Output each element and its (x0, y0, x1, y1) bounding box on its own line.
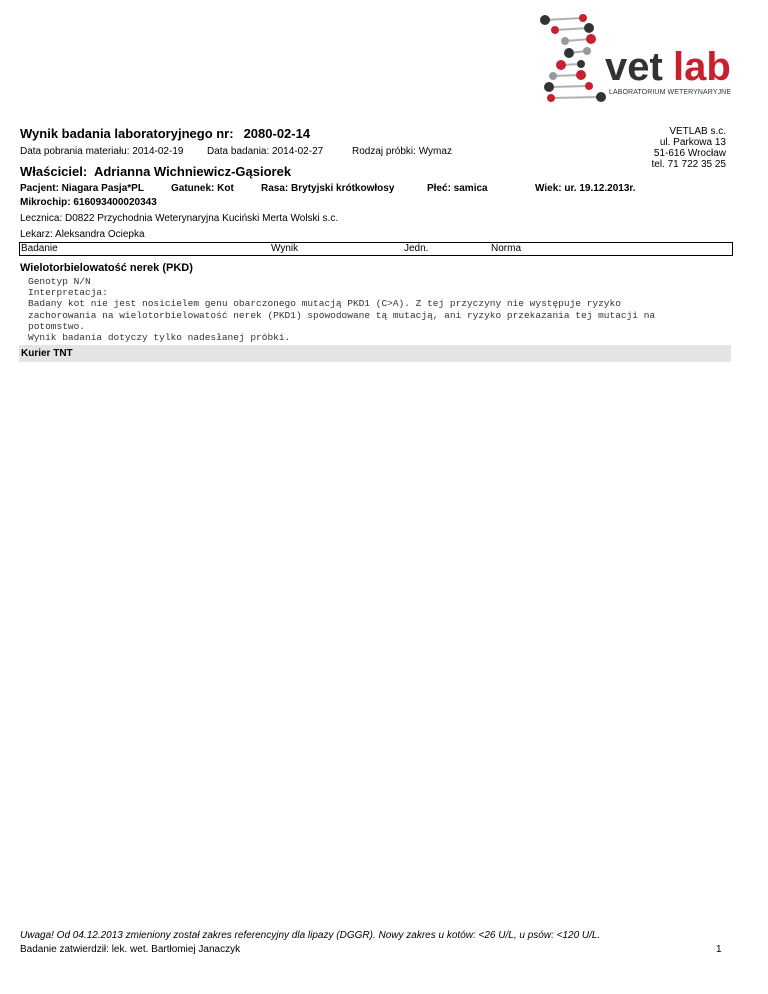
courier-bar (19, 345, 731, 362)
sample-type: Rodzaj próbki: Wymaz (352, 146, 452, 157)
dna-helix-logo-icon (525, 8, 750, 118)
lab-street: ul. Parkowa 13 (659, 137, 726, 148)
vetlab-logo (525, 8, 750, 118)
clinic: Lecznica: D0822 Przychodnia Weterynaryjna Kuciński Merta Wolski s.c. (20, 213, 339, 224)
page-number: 1 (716, 944, 722, 955)
footer-notice: Uwaga! Od 04.12.2013 zmieniony został zakres referencyjny dla lipazy (DGGR). Nowy zakres u kotów: <26 U/L, u psów: <120 U/L. (20, 930, 601, 941)
test-result-text: Genotyp N/N Interpretacja: Badany kot nie jest nosicielem genu obarczonego mutacją PKD1 (C>A). Z tej przyczyny nie występuje ryzyko zachorowania na wielotorbielowatość nerek (PKD1) spowodowane tą mutacją, ani ryzyko przekazania tej mutacji na potomstwo. Wynik badania dotyczy tylko nadesłanej próbki. (28, 276, 656, 344)
results-table-header (19, 242, 733, 256)
col-norm-header: Norma (491, 243, 522, 254)
patient-species: Gatunek: Kot (171, 183, 234, 194)
report-number: 2080-02-14 (243, 126, 311, 141)
lab-city: 51-616 Wrocław (653, 148, 726, 159)
report-title (20, 126, 310, 141)
logo-brand-lab: lab (673, 45, 731, 89)
col-test-header: Badanie (21, 243, 58, 254)
owner-label: Właściciel: (20, 164, 88, 179)
test-date: Data badania: 2014-02-27 (207, 146, 324, 157)
col-result-header: Wynik (271, 243, 299, 254)
report-title-label: Wynik badania laboratoryjnego nr: (20, 126, 234, 141)
lab-name: VETLAB s.c. (669, 126, 726, 137)
doctor: Lekarz: Aleksandra Ociepka (20, 229, 145, 240)
patient-sex: Płeć: samica (427, 183, 488, 194)
lab-phone: tel. 71 722 35 25 (651, 159, 726, 170)
test-name: Wielotorbielowatość nerek (PKD) (20, 262, 193, 274)
logo-tagline: LABORATORIUM WETERYNARYJNE (609, 89, 731, 96)
owner (20, 164, 291, 179)
logo-brand-vet: vet (605, 45, 663, 89)
col-unit-header: Jedn. (404, 243, 429, 254)
approved-by: Badanie zatwierdził: lek. wet. Bartłomiej Janaczyk (20, 944, 241, 955)
patient-name: Pacjent: Niagara Pasja*PL (20, 183, 144, 194)
patient-breed: Rasa: Brytyjski krótkowłosy (261, 183, 395, 194)
lab-address (620, 126, 726, 170)
owner-name: Adrianna Wichniewicz-Gąsiorek (93, 164, 292, 179)
collection-date: Data pobrania materiału: 2014-02-19 (20, 146, 184, 157)
patient-age: Wiek: ur. 19.12.2013r. (535, 183, 636, 194)
microchip: Mikrochip: 616093400020343 (20, 197, 157, 208)
courier-label: Kurier TNT (21, 348, 73, 359)
